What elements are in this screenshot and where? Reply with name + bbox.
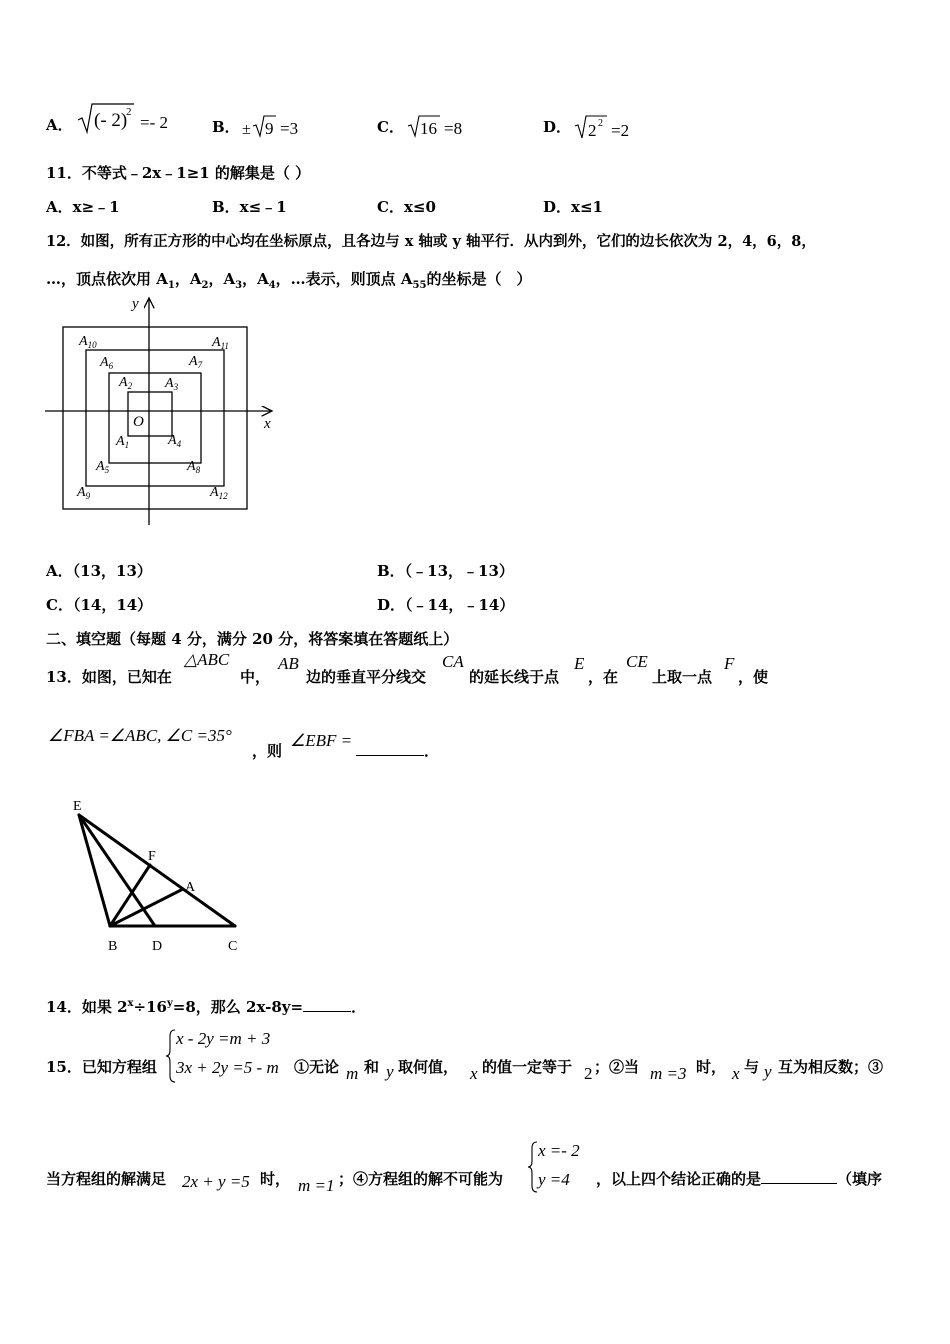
q12-stem-line2 bbox=[46, 268, 531, 291]
q10b-pm: ± bbox=[242, 121, 251, 138]
text: 14．如果 2 bbox=[46, 998, 128, 1016]
option-label: A． bbox=[46, 116, 73, 134]
q15-t5: ；②当 bbox=[594, 1058, 640, 1076]
q14-stem bbox=[46, 996, 366, 1017]
q12-stem-line1: 12．如图，所有正方形的中心均在坐标原点，且各边与 x 轴或 y 轴平行．从内到外，它们的边长依次为 2，4，6，8， bbox=[46, 233, 816, 250]
q11-stem: 11．不等式﹣2x﹣1≥1 的解集是（ ） bbox=[46, 164, 311, 182]
q12-squares-figure bbox=[40, 290, 290, 530]
square-4 bbox=[63, 327, 247, 509]
vertex-a3: $A_3$ bbox=[165, 376, 179, 392]
sub: 3 bbox=[235, 280, 243, 291]
q15-eq2: 3x + 2y =5 - m bbox=[176, 1058, 279, 1077]
q15-condition: 2x + y =5 bbox=[182, 1172, 250, 1191]
vertex-a9: $A_9$ bbox=[77, 485, 91, 501]
text: ÷16 bbox=[133, 998, 167, 1016]
vertex-a6: $A_6$ bbox=[100, 355, 114, 371]
q10c-radicand: 16 bbox=[420, 119, 437, 138]
vertex-a1: $A_1$ bbox=[116, 434, 130, 450]
q11-option-a: A．x≥﹣1 bbox=[46, 198, 120, 216]
q13-ab: AB bbox=[278, 654, 299, 673]
q15-two: 2 bbox=[584, 1064, 593, 1083]
q10-option-c-expression bbox=[408, 112, 488, 140]
q13-t6: ，使 bbox=[738, 668, 769, 686]
option-label: D． bbox=[543, 118, 572, 136]
q15-t4: 的值一定等于 bbox=[482, 1058, 573, 1076]
q10a-exp: 2 bbox=[126, 106, 132, 118]
q15-pre: 15．已知方程组 bbox=[46, 1058, 157, 1076]
q15-m-eq-1: m =1 bbox=[298, 1176, 335, 1195]
q15-line2-pre: 当方程组的解满足 bbox=[46, 1170, 167, 1188]
q11-option-d: D．x≤1 bbox=[543, 198, 603, 216]
q15-t2: 和 bbox=[364, 1058, 380, 1076]
q13-triangle-abc: △ABC bbox=[184, 650, 230, 669]
q10-option-a-expression bbox=[78, 100, 188, 136]
text: 的坐标是（ ） bbox=[426, 270, 532, 288]
period: ． bbox=[351, 998, 367, 1016]
q10a-inner: (- 2) bbox=[94, 110, 128, 131]
q13-triangle-figure bbox=[70, 795, 260, 960]
q12-option-c: C．（14，14） bbox=[46, 596, 153, 614]
q10a-rhs: =- 2 bbox=[140, 113, 168, 132]
text: ，A bbox=[242, 270, 269, 288]
option-label: C． bbox=[377, 118, 404, 136]
exp: y bbox=[166, 998, 173, 1009]
exp: x bbox=[127, 998, 134, 1009]
q13-condition: ∠FBA =∠ABC, ∠C =35° bbox=[48, 726, 232, 745]
text: ，A bbox=[208, 270, 236, 288]
label-f: F bbox=[148, 849, 156, 864]
option-label: B． bbox=[212, 118, 240, 136]
segment-eb bbox=[79, 815, 110, 926]
q15-t9: 时， bbox=[260, 1170, 291, 1188]
q10b-rhs: =3 bbox=[280, 119, 299, 138]
q15-t7: 与 bbox=[744, 1058, 760, 1076]
q15-m-eq-3: m =3 bbox=[650, 1064, 687, 1083]
vertex-a5: $A_5$ bbox=[96, 459, 110, 475]
q10-option-a bbox=[46, 114, 73, 135]
vertex-a2: $A_2$ bbox=[119, 375, 133, 391]
q11-option-b: B．x≤﹣1 bbox=[212, 198, 287, 216]
label-d: D bbox=[152, 939, 163, 954]
q15-sol-y: y =4 bbox=[538, 1170, 570, 1189]
q11-option-c: C．x≤0 bbox=[377, 198, 436, 216]
text: =8，那么 2x-8y= bbox=[172, 998, 304, 1016]
q13-ca: CA bbox=[442, 652, 464, 671]
origin-label: O bbox=[133, 414, 144, 430]
q15-t8: 互为相反数；③ bbox=[778, 1058, 884, 1076]
q15-sol-x: x =- 2 bbox=[538, 1141, 580, 1160]
q15-y2: y bbox=[764, 1062, 772, 1081]
q13-pre: 13．如图，已知在 bbox=[46, 668, 172, 686]
sub: 1 bbox=[167, 280, 175, 291]
q13-t3: 的延长线于点 bbox=[469, 668, 560, 686]
segment-ec bbox=[79, 815, 235, 926]
q10d-rhs: =2 bbox=[611, 121, 630, 140]
text: ，A bbox=[174, 270, 202, 288]
sub: 2 bbox=[201, 280, 209, 291]
section-2-heading: 二、填空题（每题 4 分，满分 20 分，将答案填在答题纸上） bbox=[46, 630, 459, 648]
y-axis-label: y bbox=[132, 296, 139, 312]
q15-t11 bbox=[596, 1168, 882, 1189]
q15-m: m bbox=[346, 1064, 359, 1083]
q13-answer-line bbox=[356, 740, 439, 761]
label-b: B bbox=[108, 939, 118, 954]
q10-option-b bbox=[212, 116, 240, 137]
q15-x: x bbox=[470, 1064, 478, 1083]
q14-answer-blank[interactable] bbox=[303, 997, 351, 1012]
vertex-a7: $A_7$ bbox=[189, 354, 203, 370]
q13-f: F bbox=[724, 654, 735, 673]
period: ． bbox=[424, 742, 440, 760]
q13-ce: CE bbox=[626, 652, 648, 671]
q10d-base: 2 bbox=[588, 121, 597, 140]
q12-option-b: B．（﹣13，﹣13） bbox=[377, 562, 514, 580]
q13-t5: 上取一点 bbox=[652, 668, 713, 686]
vertex-a4: $A_4$ bbox=[168, 433, 182, 449]
text: ，以上四个结论正确的是 bbox=[596, 1170, 762, 1188]
vertex-a10: $A_{10}$ bbox=[79, 334, 97, 350]
text: …，顶点依次用 A bbox=[46, 270, 168, 288]
q10d-exp: 2 bbox=[598, 118, 603, 129]
q10-option-d-expression bbox=[575, 112, 655, 140]
q13-t4: ，在 bbox=[588, 668, 619, 686]
vertex-a8: $A_8$ bbox=[187, 459, 201, 475]
sub: 55 bbox=[412, 280, 427, 291]
q12-option-d: D．（﹣14，﹣14） bbox=[377, 596, 515, 614]
q13-t7: ，则 bbox=[252, 742, 283, 760]
vertex-a12: $A_{12}$ bbox=[210, 485, 228, 501]
q13-t1: 中， bbox=[240, 668, 271, 686]
vertex-a11: $A_{11}$ bbox=[212, 335, 229, 351]
q10b-radicand: 9 bbox=[265, 119, 274, 138]
q15-t10: ；④方程组的解不可能为 bbox=[338, 1170, 504, 1188]
q15-t6: 时， bbox=[696, 1058, 727, 1076]
q15-eq1: x - 2y =m + 3 bbox=[176, 1029, 271, 1048]
q13-ask: ∠EBF = bbox=[290, 731, 353, 750]
q15-x2: x bbox=[732, 1064, 740, 1083]
q15-t3: 取何值， bbox=[398, 1058, 459, 1076]
q15-t1: ①无论 bbox=[294, 1058, 340, 1076]
text: （填序 bbox=[837, 1170, 883, 1188]
q10c-rhs: =8 bbox=[444, 119, 463, 138]
q13-t2: 边的垂直平分线交 bbox=[306, 668, 427, 686]
label-a: A bbox=[185, 880, 196, 895]
q10-option-b-expression bbox=[242, 112, 322, 140]
label-c: C bbox=[228, 939, 238, 954]
q10-option-c bbox=[377, 116, 404, 137]
text: ，…表示，则顶点 A bbox=[275, 270, 413, 288]
x-axis-label: x bbox=[264, 416, 271, 432]
q10-option-d bbox=[543, 116, 571, 137]
q15-y: y bbox=[386, 1062, 394, 1081]
q13-answer-blank[interactable] bbox=[356, 741, 424, 756]
sub: 4 bbox=[268, 280, 276, 291]
q12-option-a: A．（13，13） bbox=[46, 562, 152, 580]
q15-answer-blank[interactable] bbox=[761, 1169, 837, 1184]
label-e: E bbox=[73, 799, 82, 814]
q13-e: E bbox=[574, 654, 585, 673]
